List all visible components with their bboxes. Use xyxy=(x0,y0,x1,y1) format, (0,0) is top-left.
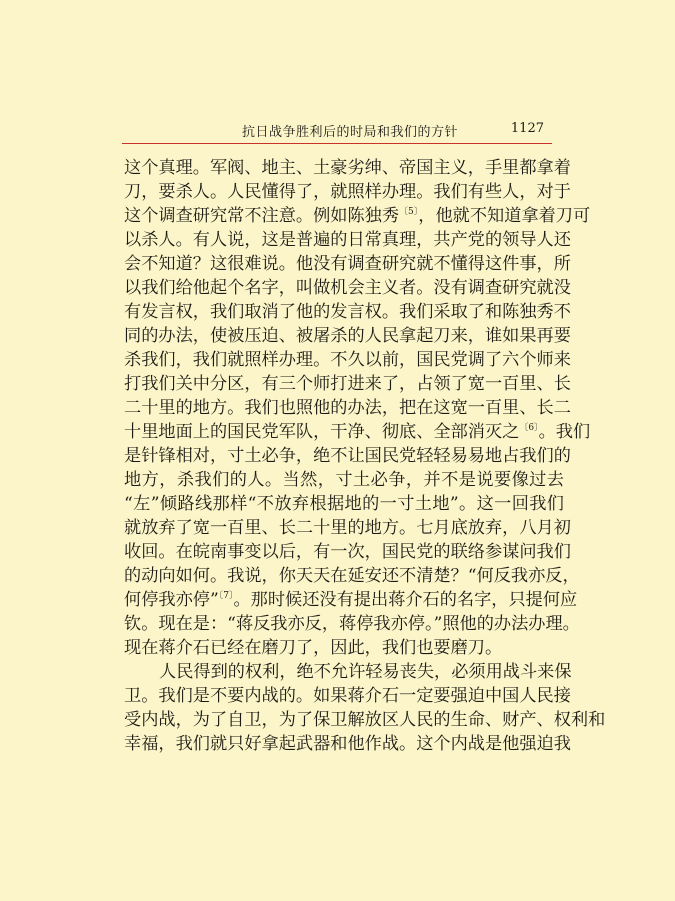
footnote-marker: 〔7〕 xyxy=(218,591,234,601)
footnote-marker: 〔5〕 xyxy=(399,207,419,217)
line-text: 人民得到的权利，绝不允许轻易丧失，必须用战斗来保 xyxy=(159,662,572,682)
running-header xyxy=(122,118,552,140)
line-text-continued: ，他就不知道拿着刀可 xyxy=(418,206,591,226)
line-text: 就放弃了宽一百里、长二十里的地方。七月底放弃，八月初 xyxy=(124,518,571,538)
line-text: 这个调查研究常不注意。例如陈独秀 xyxy=(124,206,400,226)
text-line xyxy=(124,636,564,660)
text-line xyxy=(124,420,591,444)
line-text-continued: 。那时候还没有提出蒋介石的名字，只提何应 xyxy=(233,590,578,610)
line-text: 这个真理。军阀、地主、土豪劣绅、帝国主义，手里都拿着 xyxy=(124,158,571,178)
text-line xyxy=(124,276,571,300)
text-line xyxy=(124,540,571,564)
text-line xyxy=(124,228,571,252)
text-line xyxy=(124,732,571,756)
text-line xyxy=(124,180,571,204)
text-line xyxy=(124,204,591,228)
text-line xyxy=(124,300,571,324)
line-text: 现在蒋介石已经在磨刀了，因此，我们也要磨刀。 xyxy=(124,638,503,658)
line-text: 同的办法，使被压迫、被屠杀的人民拿起刀来，谁如果再要 xyxy=(124,326,571,346)
text-line xyxy=(124,252,571,276)
text-line xyxy=(124,396,571,420)
page-number: 1127 xyxy=(510,121,544,136)
text-line xyxy=(124,516,571,540)
text-line xyxy=(124,612,580,636)
running-title: 抗日战争胜利后的时局和我们的方针 xyxy=(242,125,459,140)
line-text: 何停我亦停” xyxy=(124,590,219,610)
text-line xyxy=(124,660,572,684)
line-text: 受内战，为了自卫，为了保卫解放区人民的生命、财产、权利和 xyxy=(124,710,606,730)
line-text-continued: 。我们 xyxy=(538,422,591,442)
text-line xyxy=(124,708,606,732)
line-text: 有发言权，我们取消了他的发言权。我们采取了和陈独秀不 xyxy=(124,302,571,322)
line-text: 的动向如何。我说，你天天在延安还不清楚？“何反我亦反， xyxy=(124,566,580,586)
line-text: 十里地面上的国民党军队，干净、彻底、全部消灭之 xyxy=(124,422,520,442)
text-line xyxy=(124,444,571,468)
line-text: 钦。现在是：“蒋反我亦反，蒋停我亦停。”照他的办法办理。 xyxy=(124,614,580,634)
text-line xyxy=(124,156,571,180)
text-line xyxy=(124,348,571,372)
line-text: 是针锋相对，寸土必争，绝不让国民党轻轻易易地占我们的 xyxy=(124,446,571,466)
text-line xyxy=(124,492,564,516)
footnote-marker: 〔6〕 xyxy=(519,423,539,433)
text-line xyxy=(124,372,571,396)
line-text: 以我们给他起个名字，叫做机会主义者。没有调查研究就没 xyxy=(124,278,571,298)
line-text: 杀我们，我们就照样办理。不久以前，国民党调了六个师来 xyxy=(124,350,571,370)
line-text: “左”倾路线那样“不放弃根据地的一寸土地”。这一回我们 xyxy=(124,494,564,514)
text-line xyxy=(124,324,571,348)
body-text xyxy=(124,156,606,756)
text-line xyxy=(124,588,578,612)
line-text: 地方，杀我们的人。当然，寸土必争，并不是说要像过去 xyxy=(124,470,564,490)
text-line xyxy=(124,684,571,708)
header-rule xyxy=(122,143,552,144)
line-text: 二十里的地方。我们也照他的办法，把在这宽一百里、长二 xyxy=(124,398,571,418)
line-text: 幸福，我们就只好拿起武器和他作战。这个内战是他强迫我 xyxy=(124,734,571,754)
line-text: 打我们关中分区，有三个师打进来了，占领了宽一百里、长 xyxy=(124,374,571,394)
line-text: 会不知道？这很难说。他没有调查研究就不懂得这件事，所 xyxy=(124,254,571,274)
line-text: 卫。我们是不要内战的。如果蒋介石一定要强迫中国人民接 xyxy=(124,686,571,706)
line-text: 刀，要杀人。人民懂得了，就照样办理。我们有些人，对于 xyxy=(124,182,571,202)
line-text: 收回。在皖南事变以后，有一次，国民党的联络参谋问我们 xyxy=(124,542,571,562)
line-text: 以杀人。有人说，这是普遍的日常真理，共产党的领导人还 xyxy=(124,230,571,250)
text-line xyxy=(124,564,580,588)
text-line xyxy=(124,468,564,492)
